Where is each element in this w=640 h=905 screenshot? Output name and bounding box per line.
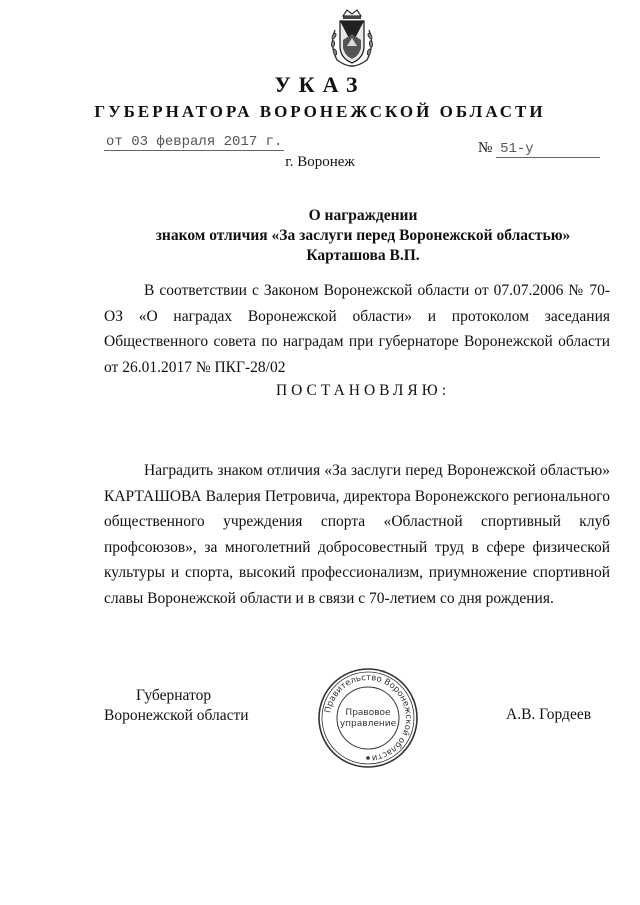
stamp-outer-text: Правительство Воронежской области [323, 672, 414, 763]
date-prefix: от [106, 134, 123, 150]
decree-word: ПОСТАНОВЛЯЮ: [275, 382, 451, 399]
official-seal-stamp [316, 666, 420, 770]
document-title: УКАЗ [274, 72, 366, 97]
preamble-text: В соответствии с Законом Воронежской области от 07.07.2006 № 70-ОЗ «О наградах Воронежской области» и протоколом заседания Общественного совета по наградам при губернаторе Воронежской области от 26.01.2017 № ПКГ-28/02 [104, 282, 610, 376]
heading-line-2: знаком отличия «За заслуги перед Воронежской областью» [155, 227, 571, 244]
signatory-name: А.В. Гордеев [506, 706, 592, 723]
document-subtitle: ГУБЕРНАТОРА ВОРОНЕЖСКОЙ ОБЛАСТИ [94, 102, 546, 121]
stamp-inner-line-1: Правовое [345, 708, 391, 718]
preamble-paragraph [104, 278, 610, 380]
document-heading [0, 206, 640, 266]
number-value: 51-у [496, 141, 600, 158]
date-suffix: г. [265, 134, 283, 150]
signatory-position [104, 686, 249, 726]
document-date [104, 134, 284, 150]
stamp-inner-line-2: управление [339, 719, 397, 729]
position-line-2: Воронежской области [104, 707, 249, 724]
heading-line-1: О награждении [308, 207, 418, 224]
coat-of-arms-icon [323, 8, 381, 70]
award-text: Наградить знаком отличия «За заслуги перед Воронежской областью» КАРТАШОВА Валерия Петровича, директора Воронежского регионального общественного учреждения спорта «Областной спортивный клуб профсоюзов», за многолетний добросовестный труд в сфере физической культуры и спорта, высокий профессионализм, приумножение спортивной славы Воронежской области и в связи с 70-летием со дня рождения. [104, 462, 610, 607]
date-value: 03 февраля 2017 [131, 134, 258, 150]
position-line-1: Губернатор [136, 687, 212, 704]
number-prefix: № [478, 140, 493, 156]
award-paragraph [104, 458, 610, 611]
heading-line-3: Карташова В.П. [306, 247, 420, 264]
document-city: г. Воронеж [285, 154, 355, 170]
